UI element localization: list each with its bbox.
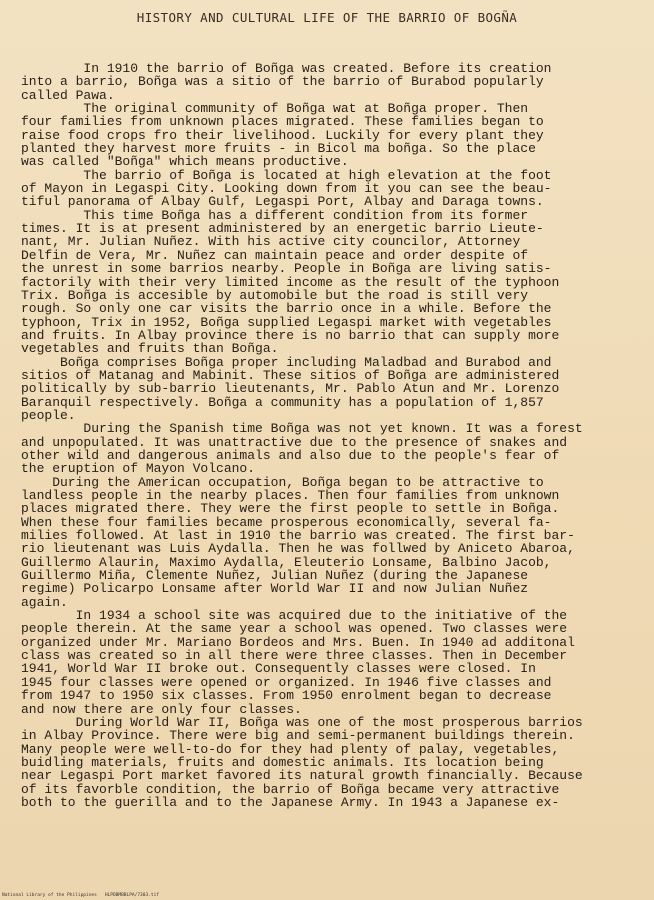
document-body bbox=[21, 62, 641, 809]
text-line: politically by sub-barrio lieutenants, Mr. Pablo Atun and Mr. Lorenzo bbox=[21, 381, 560, 397]
text-line: planted they harvest more fruits - in Bicol ma boñga. So the place bbox=[21, 141, 536, 157]
text-line: Trix. Boñga is accesible by automobile but the road is still very bbox=[21, 287, 529, 303]
text-line: times. It is at present administered by an energetic barrio Lieute- bbox=[21, 221, 544, 237]
text-line: landless people in the nearby places. Then four families from unknown bbox=[21, 488, 560, 503]
text-line: regime) Policarpo Lonsame after World War II and now Julian Nuñez bbox=[21, 581, 529, 597]
text-line: Guillermo Alaurin, Maximo Aydalla, Eleuterio Lonsame, Balbino Jacob, bbox=[21, 554, 552, 570]
text-line: Guillermo Miña, Clemente Nuñez, Julian Nuñez (during the Japanese bbox=[21, 568, 529, 584]
text-line: from 1947 to 1950 six classes. From 1950 enrolment began to decrease bbox=[21, 688, 552, 704]
text-line: During the Spanish time Boñga was not yet known. It was a forest bbox=[21, 421, 583, 437]
text-line: Delfin de Vera, Mr. Nuñez can maintain peace and order despite of bbox=[21, 247, 529, 263]
text-line: four families from unknown places migrated. These families began to bbox=[21, 114, 544, 130]
text-line: typhoon, Trix in 1952, Boñga supplied Legaspi market with vegetables bbox=[21, 314, 552, 330]
text-line: buidling materials, fruits and domestic animals. Its location being bbox=[21, 754, 544, 770]
file-id: HLPDBMBBLPA/7303.tif bbox=[104, 893, 160, 898]
text-line: people. bbox=[21, 407, 76, 423]
text-line: was called "Boñga" which means productive. bbox=[21, 154, 349, 170]
text-line: both to the guerilla and to the Japanese Army. In 1943 a Japanese ex- bbox=[21, 794, 560, 810]
text-line: In 1910 the barrio of Boñga was created. Before its creation bbox=[21, 61, 552, 76]
text-line: near Legaspi Port market favored its natural growth financially. Because bbox=[21, 768, 583, 784]
text-line: of Mayon in Legaspi City. Looking down from it you can see the beau- bbox=[21, 181, 552, 197]
text-line: Many people were well-to-do for they had plenty of palay, vegetables, bbox=[21, 741, 560, 757]
text-line: again. bbox=[21, 594, 68, 610]
text-line: Boñga comprises Boñga proper including Maladbad and Burabod and bbox=[21, 354, 552, 370]
text-line: Baranquil respectively. Boñga a community has a population of 1,857 bbox=[21, 394, 544, 410]
text-line: When these four families became prosperous economically, several fa- bbox=[21, 514, 552, 530]
text-line: called Pawa. bbox=[21, 87, 115, 103]
text-line: During World War II, Boñga was one of the most prosperous barrios bbox=[21, 714, 583, 730]
text-line: This time Boñga has a different condition from its former bbox=[21, 207, 529, 223]
scan-footer bbox=[2, 893, 652, 899]
text-line: milies followed. At last in 1910 the barrio was created. The first bar- bbox=[21, 528, 575, 544]
text-line: of its favorble condition, the barrio of Boñga became very attractive bbox=[21, 781, 560, 797]
text-line: nant, Mr. Julian Nuñez. With his active city councilor, Attorney bbox=[21, 234, 521, 250]
text-line: factorily with their very limited income as the result of the typhoon bbox=[21, 274, 560, 290]
text-line: raise food crops fro their livelihood. Luckily for every plant they bbox=[21, 127, 544, 143]
text-line: sitios of Matanag and Mabinit. These sitios of Boñga are administered bbox=[21, 367, 560, 383]
text-line: tiful panorama of Albay Gulf, Legaspi Port, Albay and Daraga towns. bbox=[21, 194, 544, 210]
text-line: into a barrio, Boñga was a sitio of the barrio of Burabod popularly bbox=[21, 74, 544, 90]
text-line: During the American occupation, Boñga began to be attractive to bbox=[21, 474, 544, 490]
text-line: 1945 four classes were opened or organized. In 1946 five classes and bbox=[21, 674, 552, 690]
text-line: organized under Mr. Mariano Bordeos and Mrs. Buen. In 1940 ad additonal bbox=[21, 634, 575, 650]
text-line: class was created so in all there were three classes. Then in December bbox=[21, 648, 568, 664]
text-line: and unpopulated. It was unattractive due to the presence of snakes and bbox=[21, 434, 568, 450]
text-line: people therein. At the same year a school was opened. Two classes were bbox=[21, 621, 568, 637]
text-line: rio lieutenant was Luis Aydalla. Then he was follwed by Aniceto Abaroa, bbox=[21, 541, 575, 557]
text-line: The barrio of Boñga is located at high elevation at the foot bbox=[21, 167, 552, 183]
text-line: and now there are only four classes. bbox=[21, 701, 302, 717]
text-line: places migrated there. They were the first people to settle in Boñga. bbox=[21, 501, 560, 517]
text-line: In 1934 a school site was acquired due to the initiative of the bbox=[21, 608, 568, 624]
library-credit: National Library of the Philippines bbox=[2, 893, 97, 898]
text-line: and fruits. In Albay province there is no barrio that can supply more bbox=[21, 327, 560, 343]
text-line: other wild and dangerous animals and also due to the people's fear of bbox=[21, 447, 560, 463]
text-line: 1941, World War II broke out. Consequently classes were closed. In bbox=[21, 661, 536, 677]
text-line: vegetables and fruits than Boñga. bbox=[21, 341, 279, 357]
text-line: The original community of Boñga wat at Boñga proper. Then bbox=[21, 101, 529, 117]
text-line: the eruption of Mayon Volcano. bbox=[21, 461, 256, 477]
document-title: HISTORY AND CULTURAL LIFE OF THE BARRIO OF BOGÑA bbox=[136, 10, 518, 25]
text-line: in Albay Province. There were big and semi-permanent buildings therein. bbox=[21, 728, 575, 744]
text-line: the unrest in some barrios nearby. People in Boñga are living satis- bbox=[21, 261, 552, 277]
text-line: rough. So only one car visits the barrio once in a while. Before the bbox=[21, 301, 552, 317]
